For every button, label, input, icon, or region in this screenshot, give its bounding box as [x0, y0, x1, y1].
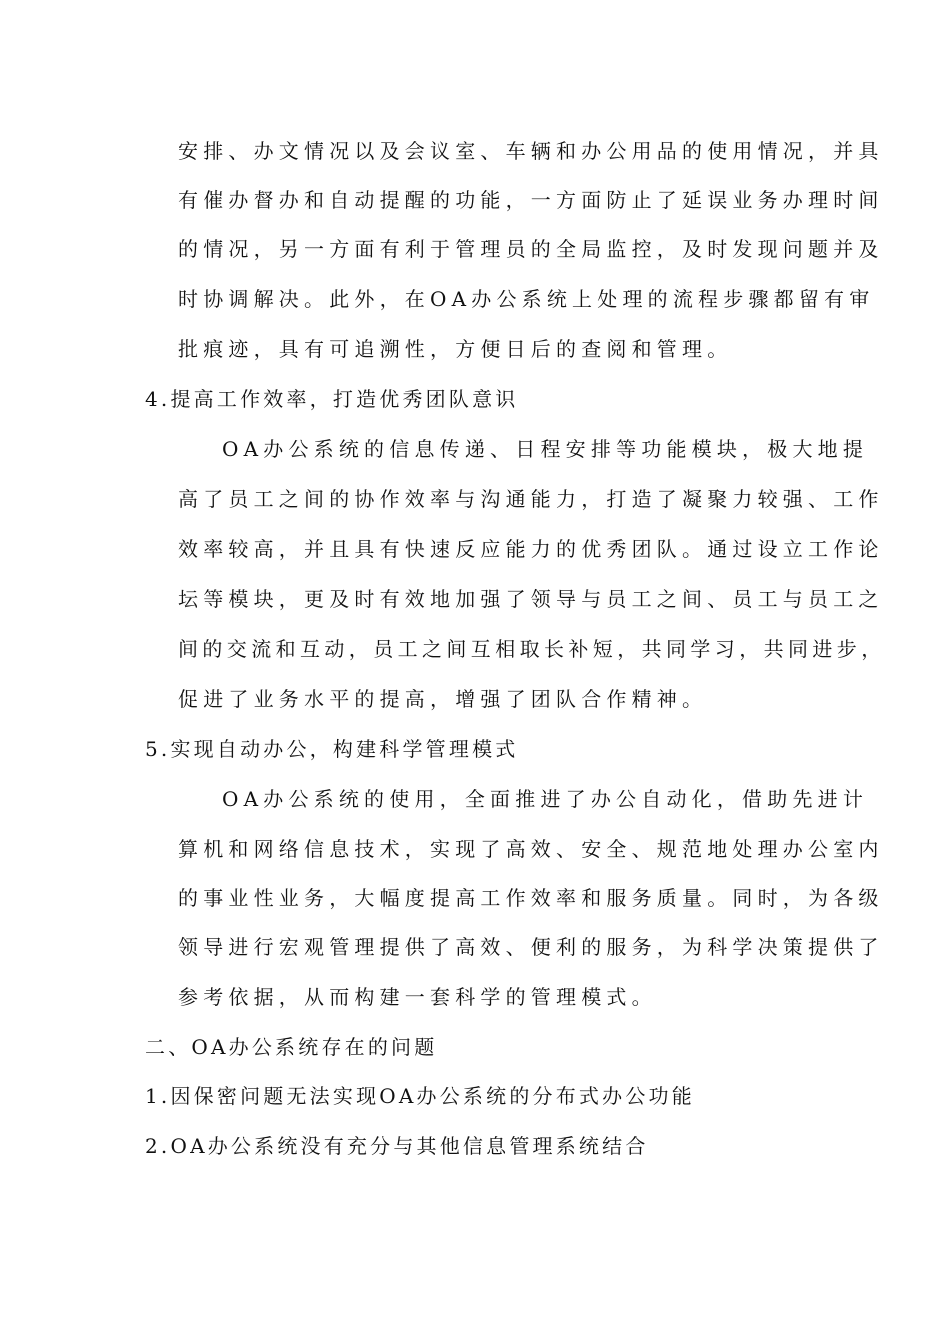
paragraph-line: 的情况，另一方面有利于管理员的全局监控，及时发现问题并及 — [178, 237, 884, 261]
paragraph-line: 安排、办文情况以及会议室、车辆和办公用品的使用情况，并具 — [178, 139, 884, 163]
paragraph-line: 算机和网络信息技术，实现了高效、安全、规范地处理办公室内 — [178, 837, 884, 861]
paragraph-line: 领导进行宏观管理提供了高效、便利的服务，为科学决策提供了 — [178, 935, 884, 959]
issue-item-1: 1.因保密问题无法实现OA办公系统的分布式办公功能 — [145, 1084, 695, 1108]
paragraph-line: 间的交流和互动，员工之间互相取长补短，共同学习，共同进步， — [178, 637, 886, 661]
paragraph-line: 效率较高，并且具有快速反应能力的优秀团队。通过设立工作论 — [178, 537, 884, 561]
section-heading-4: 4.提高工作效率，打造优秀团队意识 — [145, 387, 519, 411]
section-heading-5: 5.实现自动办公，构建科学管理模式 — [145, 737, 519, 761]
paragraph-line: OA办公系统的信息传递、日程安排等功能模块，极大地提 — [222, 437, 869, 461]
issue-item-2: 2.OA办公系统没有充分与其他信息管理系统结合 — [145, 1134, 649, 1158]
paragraph-line: 高了员工之间的协作效率与沟通能力，打造了凝聚力较强、工作 — [178, 487, 884, 511]
paragraph-line: 批痕迹，具有可追溯性，方便日后的查阅和管理。 — [178, 337, 733, 361]
paragraph-line: 时协调解决。此外，在OA办公系统上处理的流程步骤都留有审 — [178, 287, 875, 311]
paragraph-line: 参考依据，从而构建一套科学的管理模式。 — [178, 985, 657, 1009]
paragraph-line: 有催办督办和自动提醒的功能，一方面防止了延误业务办理时间 — [178, 188, 884, 212]
paragraph-line: 坛等模块，更及时有效地加强了领导与员工之间、员工与员工之 — [178, 587, 884, 611]
chapter-heading-2: 二、OA办公系统存在的问题 — [145, 1035, 438, 1059]
paragraph-line: OA办公系统的使用，全面推进了办公自动化，借助先进计 — [222, 787, 869, 811]
paragraph-line: 的事业性业务，大幅度提高工作效率和服务质量。同时，为各级 — [178, 886, 884, 910]
paragraph-line: 促进了业务水平的提高，增强了团队合作精神。 — [178, 687, 708, 711]
